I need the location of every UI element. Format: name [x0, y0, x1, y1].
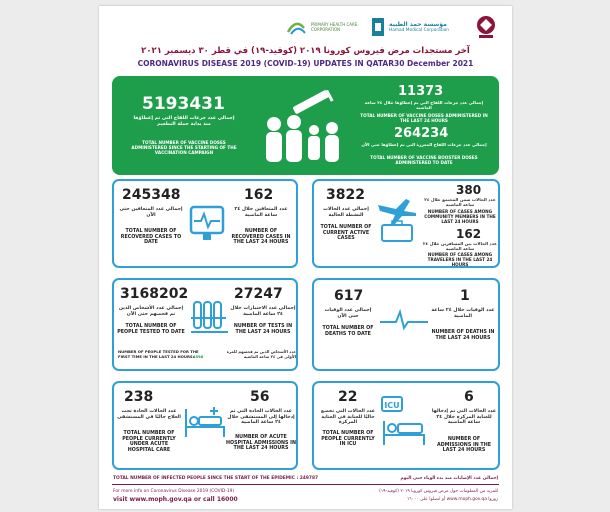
- deaths-card: [312, 278, 500, 371]
- booster-value: 264234: [394, 126, 449, 141]
- deaths-total-en: TOTAL NUMBER OF DEATHS TO DATE: [322, 326, 374, 337]
- first-time-ar: عدد الأشخاص الذين تم فحصهم للمرة الأولى في ٢٤ ساعة الماضية: [226, 349, 296, 359]
- hospital-total-en: TOTAL NUMBER OF PEOPLE CURRENTLY UNDER ACUTE HOSPITAL CARE: [122, 431, 176, 453]
- recovered-total-ar: إجمالي عدد المتعافين حتى الآن: [119, 207, 183, 218]
- infected-total-ar: إجمالي عدد الإصابات منذ بدء الوباء حتى اليوم: [400, 476, 498, 481]
- info-en: For more info on Coronavirus Disease 2019 (COVID-19): [113, 489, 235, 494]
- tests-total-ar: إجمالي عدد الأشخاص الذين تم فحصهم حتى الآن: [118, 306, 184, 317]
- doses-24h-value: 11373: [398, 84, 444, 99]
- plane-suitcase-icon: [376, 195, 420, 245]
- visit-ar[interactable]: زوروا www.moph.gov.qa أو اتصلوا على ١٦٠٠٠: [406, 497, 498, 502]
- hmc-logo: [371, 12, 449, 42]
- community-value: 380: [456, 183, 482, 197]
- icu-bed-icon: [380, 395, 428, 447]
- deaths-24h-value: 1: [460, 288, 470, 304]
- visit-en[interactable]: visit www.moph.gov.qa or call 16000: [113, 496, 238, 503]
- tests-24h-ar: إجمالي عدد الاختبارات خلال ٢٤ ساعة الماضية: [230, 306, 296, 317]
- travelers-ar: عدد الحالات بين المسافرين خلال ٢٤ ساعة الماضية: [423, 241, 497, 251]
- recovered-24h-en: NUMBER OF RECOVERED CASES IN THE LAST 24 HOURS: [231, 229, 291, 246]
- icu-total-value: 22: [338, 389, 358, 405]
- icu-24h-en: NUMBER OF ADMISSIONS IN THE LAST 24 HOURS: [437, 437, 491, 454]
- booster-ar: إجمالي عدد جرعات اللقاح المعززة التي تم إعطاؤها حتى الآن: [361, 142, 487, 147]
- tests-24h-en: NUMBER OF TESTS IN THE LAST 24 HOURS: [233, 324, 293, 335]
- travelers-value: 162: [456, 227, 482, 241]
- recovered-24h-value: 162: [244, 187, 274, 203]
- first-time-en: NUMBER OF PEOPLE TESTED FOR THE FIRST TIME IN THE LAST 24 HOURS:: [118, 349, 199, 359]
- flatline-icon: [380, 308, 428, 332]
- recovered-card: [112, 179, 298, 268]
- deaths-24h-en: NUMBER OF DEATHS IN THE LAST 24 HOURS: [431, 330, 495, 341]
- hospital-card: [112, 381, 298, 470]
- test-tubes-icon: [190, 298, 230, 338]
- phcc-logo-icon: [285, 16, 307, 38]
- tests-24h-value: 27247: [234, 286, 283, 302]
- total-doses-en: TOTAL NUMBER OF VACCINE DOSES ADMINISTERED SINCE THE STARTING OF THE VACCINATION CAMPAIGN: [131, 140, 237, 155]
- vaccine-family-icon: [252, 90, 352, 166]
- hmc-logo-ar: مؤسسة حمد الطبية: [389, 21, 447, 28]
- vaccination-panel: [112, 76, 499, 175]
- active-total-value: 3822: [326, 187, 365, 203]
- infected-total-en: TOTAL NUMBER OF INFECTED PEOPLE SINCE THE START OF THE EPIDEMIC : 249787: [113, 476, 319, 481]
- deaths-total-ar: إجمالي عدد الوفيات حتى الآن: [324, 308, 372, 319]
- recovered-total-en: TOTAL NUMBER OF RECOVERED CASES TO DATE: [120, 229, 182, 246]
- info-ar: للمزيد من المعلومات حول مرض فيروس كورونا ٢٠١٩ (كوفيد-١٩): [379, 489, 498, 494]
- community-en: NUMBER OF CASES AMONG COMMUNITY MEMBERS IN THE LAST 24 HOURS: [424, 209, 496, 224]
- doses-24h-en: TOTAL NUMBER OF VACCINE DOSES ADMINISTERED IN THE LAST 24 HOURS: [360, 113, 488, 123]
- hospital-24h-en: NUMBER OF ACUTE HOSPITAL ADMISSIONS IN THE LAST 24 HOURS: [226, 435, 296, 452]
- hospital-24h-value: 56: [250, 389, 270, 405]
- total-doses-value: 5193431: [142, 94, 225, 114]
- icu-24h-ar: عدد الحالات التي تم إدخالها للعناية المركزة خلال ٢٤ ساعة الماضية: [431, 409, 497, 426]
- phcc-logo-text: PRIMARY HEALTH CARE CORPORATION: [311, 22, 358, 32]
- travelers-en: NUMBER OF CASES AMONG TRAVELERS IN THE LAST 24 HOURS: [427, 252, 493, 267]
- deaths-total-value: 617: [334, 288, 364, 304]
- hospital-total-value: 238: [124, 389, 154, 405]
- moph-emblem-icon: [474, 14, 498, 40]
- phcc-logo: [285, 12, 363, 42]
- booster-en: TOTAL NUMBER OF VACCINE BOOSTER DOSES ADMINISTERED TO DATE: [370, 155, 478, 165]
- icu-total-en: TOTAL NUMBER OF PEOPLE CURRENTLY IN ICU: [321, 431, 375, 448]
- tests-total-en: TOTAL NUMBER OF PEOPLE TESTED TO DATE: [117, 324, 185, 335]
- first-time-value: 4598: [192, 354, 204, 359]
- footer-divider: [112, 484, 499, 485]
- icu-sign-label: ICU: [384, 401, 400, 410]
- title-arabic: آخر مستجدات مرض فيروس كورونا ٢٠١٩ (كوفيد-١٩) في قطر ٣٠ ديسمبر ٢٠٢١: [141, 46, 470, 56]
- hmc-logo-en: Hamad Medical Corporation: [389, 28, 449, 33]
- community-ar: عدد الحالات ضمن المجتمع خلال ٢٤ ساعة الماضية: [424, 197, 496, 207]
- total-doses-ar: إجمالي عدد جرعات اللقاح التي تم إعطاؤها منذ بداية حملة التطعيم: [133, 116, 235, 127]
- hospital-total-ar: عدد الحالات الحادة تحت العلاج حاليًا في المستشفى: [117, 409, 181, 420]
- active-total-en: TOTAL NUMBER OF CURRENT ACTIVE CASES: [320, 225, 372, 242]
- title-english: CORONAVIRUS DISEASE 2019 (COVID-19) UPDATES IN QATAR30 December 2021: [137, 59, 474, 68]
- recovered-24h-ar: عدد المتعافين خلال ٢٤ ساعة الماضية: [234, 207, 288, 218]
- deaths-24h-ar: عدد الوفيات خلال ٢٤ ساعة الماضية: [431, 308, 495, 319]
- hospital-bed-icon: [184, 405, 226, 441]
- hospital-24h-ar: عدد الحالات الحادة التي تم إدخالها إلى المستشفى خلال ٢٤ ساعة الماضية: [227, 409, 295, 426]
- tests-total-value: 3168202: [120, 286, 189, 302]
- icu-card: [312, 381, 500, 470]
- active-cases-card: [312, 179, 500, 268]
- hmc-logo-icon: [371, 17, 385, 37]
- active-total-ar: إجمالي عدد الحالات النشطة الحالية: [323, 207, 369, 218]
- heart-monitor-icon: [188, 203, 226, 243]
- icu-total-ar: عدد الحالات التي تخضع حاليًا للعناية في العناية المركزة: [320, 409, 376, 426]
- icu-24h-value: 6: [464, 389, 474, 405]
- tests-card: [112, 278, 298, 371]
- doses-24h-ar: إجمالي عدد جرعات اللقاح التي تم إعطاؤها خلال ٢٤ ساعة الماضية: [364, 100, 484, 110]
- recovered-total-value: 245348: [122, 187, 181, 203]
- infographic-sheet: [99, 6, 512, 509]
